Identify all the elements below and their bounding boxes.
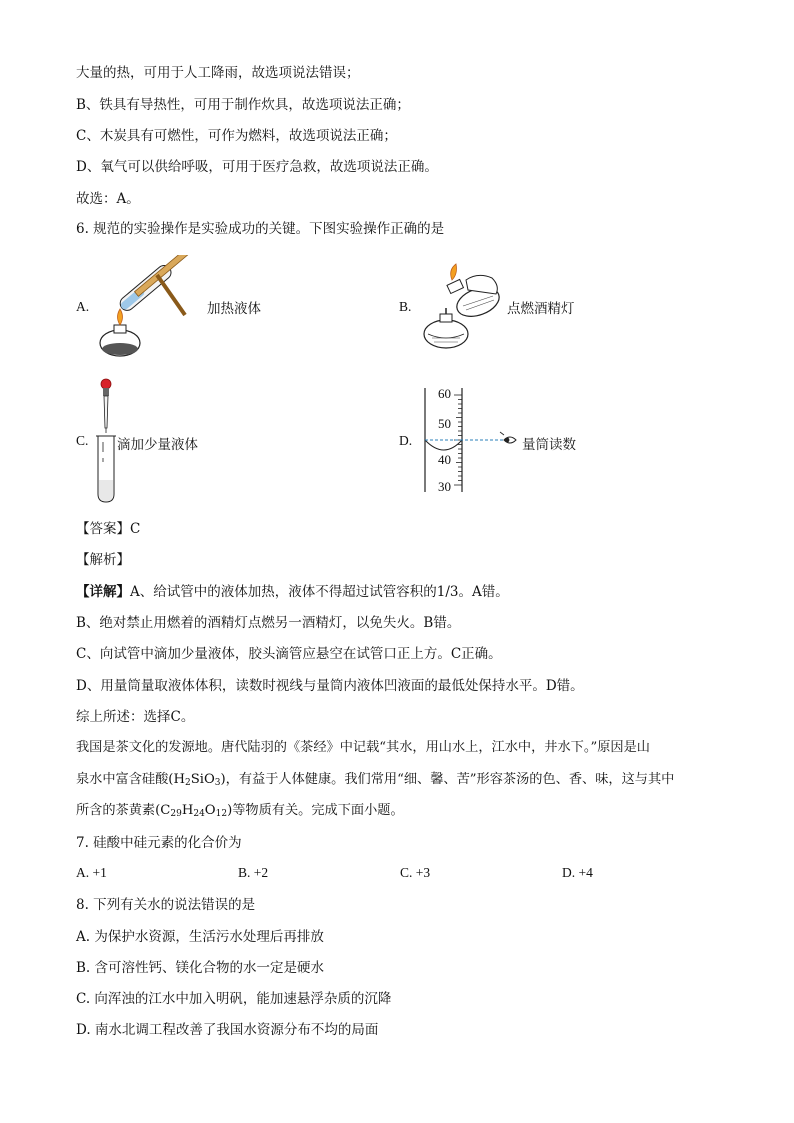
q7-option-a: A. +1 — [76, 865, 107, 880]
detail-line: B、绝对禁止用燃着的酒精灯点燃另一酒精灯，以免失火。B错。 — [76, 615, 461, 631]
passage-text: H — [181, 803, 194, 818]
passage-text: SiO — [190, 772, 215, 787]
q8-option-b: B. 含可溶性钙、镁化合物的水一定是硬水 — [76, 960, 325, 976]
intro-line: C、木炭具有可燃性，可作为燃料，故选项说法正确； — [76, 128, 397, 144]
cylinder-tick-30: 30 — [438, 479, 451, 494]
cylinder-tick-40: 40 — [438, 452, 451, 467]
passage-line: 我国是茶文化的发源地。唐代陆羽的《茶经》中记载“其水，用山水上，江水中，井水下。”原因是山 — [76, 740, 650, 755]
passage-line — [76, 771, 674, 792]
cylinder-tick-60: 60 — [438, 386, 451, 401]
intro-line: B、铁具有导热性，可用于制作炊具，故选项说法正确； — [76, 97, 410, 113]
option-d-caption: 量筒读数 — [522, 437, 576, 453]
subscript: 2 — [184, 778, 191, 788]
option-b-caption: 点燃酒精灯 — [507, 301, 575, 317]
q7-option-b: B. +2 — [238, 865, 269, 880]
option-a-letter: A. — [76, 299, 90, 314]
option-b-letter: B. — [399, 299, 412, 314]
intro-line: 大量的热，可用于人工降雨，故选项说法错误； — [76, 65, 360, 81]
q8-option-a: A. 为保护水资源，生活污水处理后再排放 — [76, 929, 324, 945]
detail-line — [76, 583, 509, 601]
option-d-letter: D. — [399, 433, 413, 448]
passage-text: )，有益于人体健康。我们常用“细、馨、苦”形容茶汤的色、香、味，这与其中 — [220, 772, 675, 787]
option-c-letter: C. — [76, 433, 89, 448]
subscript: 12 — [215, 809, 228, 819]
passage-text: 所含的茶黄素(C — [76, 803, 171, 818]
detail-line: D、用量筒量取液体体积，读数时视线与量筒内液体凹液面的最低处保持水平。D错。 — [76, 678, 584, 694]
subscript: 3 — [214, 778, 221, 788]
q7-option-c: C. +3 — [400, 865, 431, 880]
intro-line: 故选：A。 — [76, 191, 140, 207]
option-a-caption: 加热液体 — [207, 301, 261, 317]
subscript: 24 — [193, 809, 205, 819]
q8-option-d: D. 南水北调工程改善了我国水资源分布不均的局面 — [76, 1022, 379, 1038]
passage-line — [76, 802, 404, 823]
question-7-stem: 7. 硅酸中硅元素的化合价为 — [76, 835, 242, 851]
question-8-stem: 8. 下列有关水的说法错误的是 — [76, 897, 256, 913]
intro-line: D、氧气可以供给呼吸，可用于医疗急救，故选项说法正确。 — [76, 159, 438, 175]
detail-text: A、给试管中的液体加热，液体不得超过试管容积的1/3。A错。 — [130, 584, 509, 600]
passage-text: )等物质有关。完成下面小题。 — [227, 803, 404, 818]
answer-label: 【答案】C — [76, 521, 141, 537]
graduated-cylinder-icon — [420, 384, 524, 496]
lighting-alcohol-lamp-icon — [418, 262, 508, 354]
dropper-icon — [95, 376, 117, 504]
question-6-stem: 6. 规范的实验操作是实验成功的关键。下图实验操作正确的是 — [76, 221, 445, 237]
cylinder-tick-50: 50 — [438, 416, 451, 431]
passage-text: 泉水中富含硅酸(H — [76, 772, 185, 787]
passage-text: O — [204, 803, 216, 818]
q8-option-c: C. 向浑浊的江水中加入明矾，能加速悬浮杂质的沉降 — [76, 991, 392, 1007]
q7-option-d: D. +4 — [562, 865, 593, 880]
detail-line: C、向试管中滴加少量液体，胶头滴管应悬空在试管口正上方。C正确。 — [76, 646, 502, 662]
subscript: 29 — [170, 809, 182, 819]
detail-line: 综上所述：选择C。 — [76, 709, 195, 725]
heating-test-tube-icon — [95, 255, 205, 360]
analysis-title: 【解析】 — [76, 552, 130, 568]
option-c-caption: 滴加少量液体 — [117, 437, 198, 453]
detail-tag: 【详解】 — [76, 584, 130, 600]
